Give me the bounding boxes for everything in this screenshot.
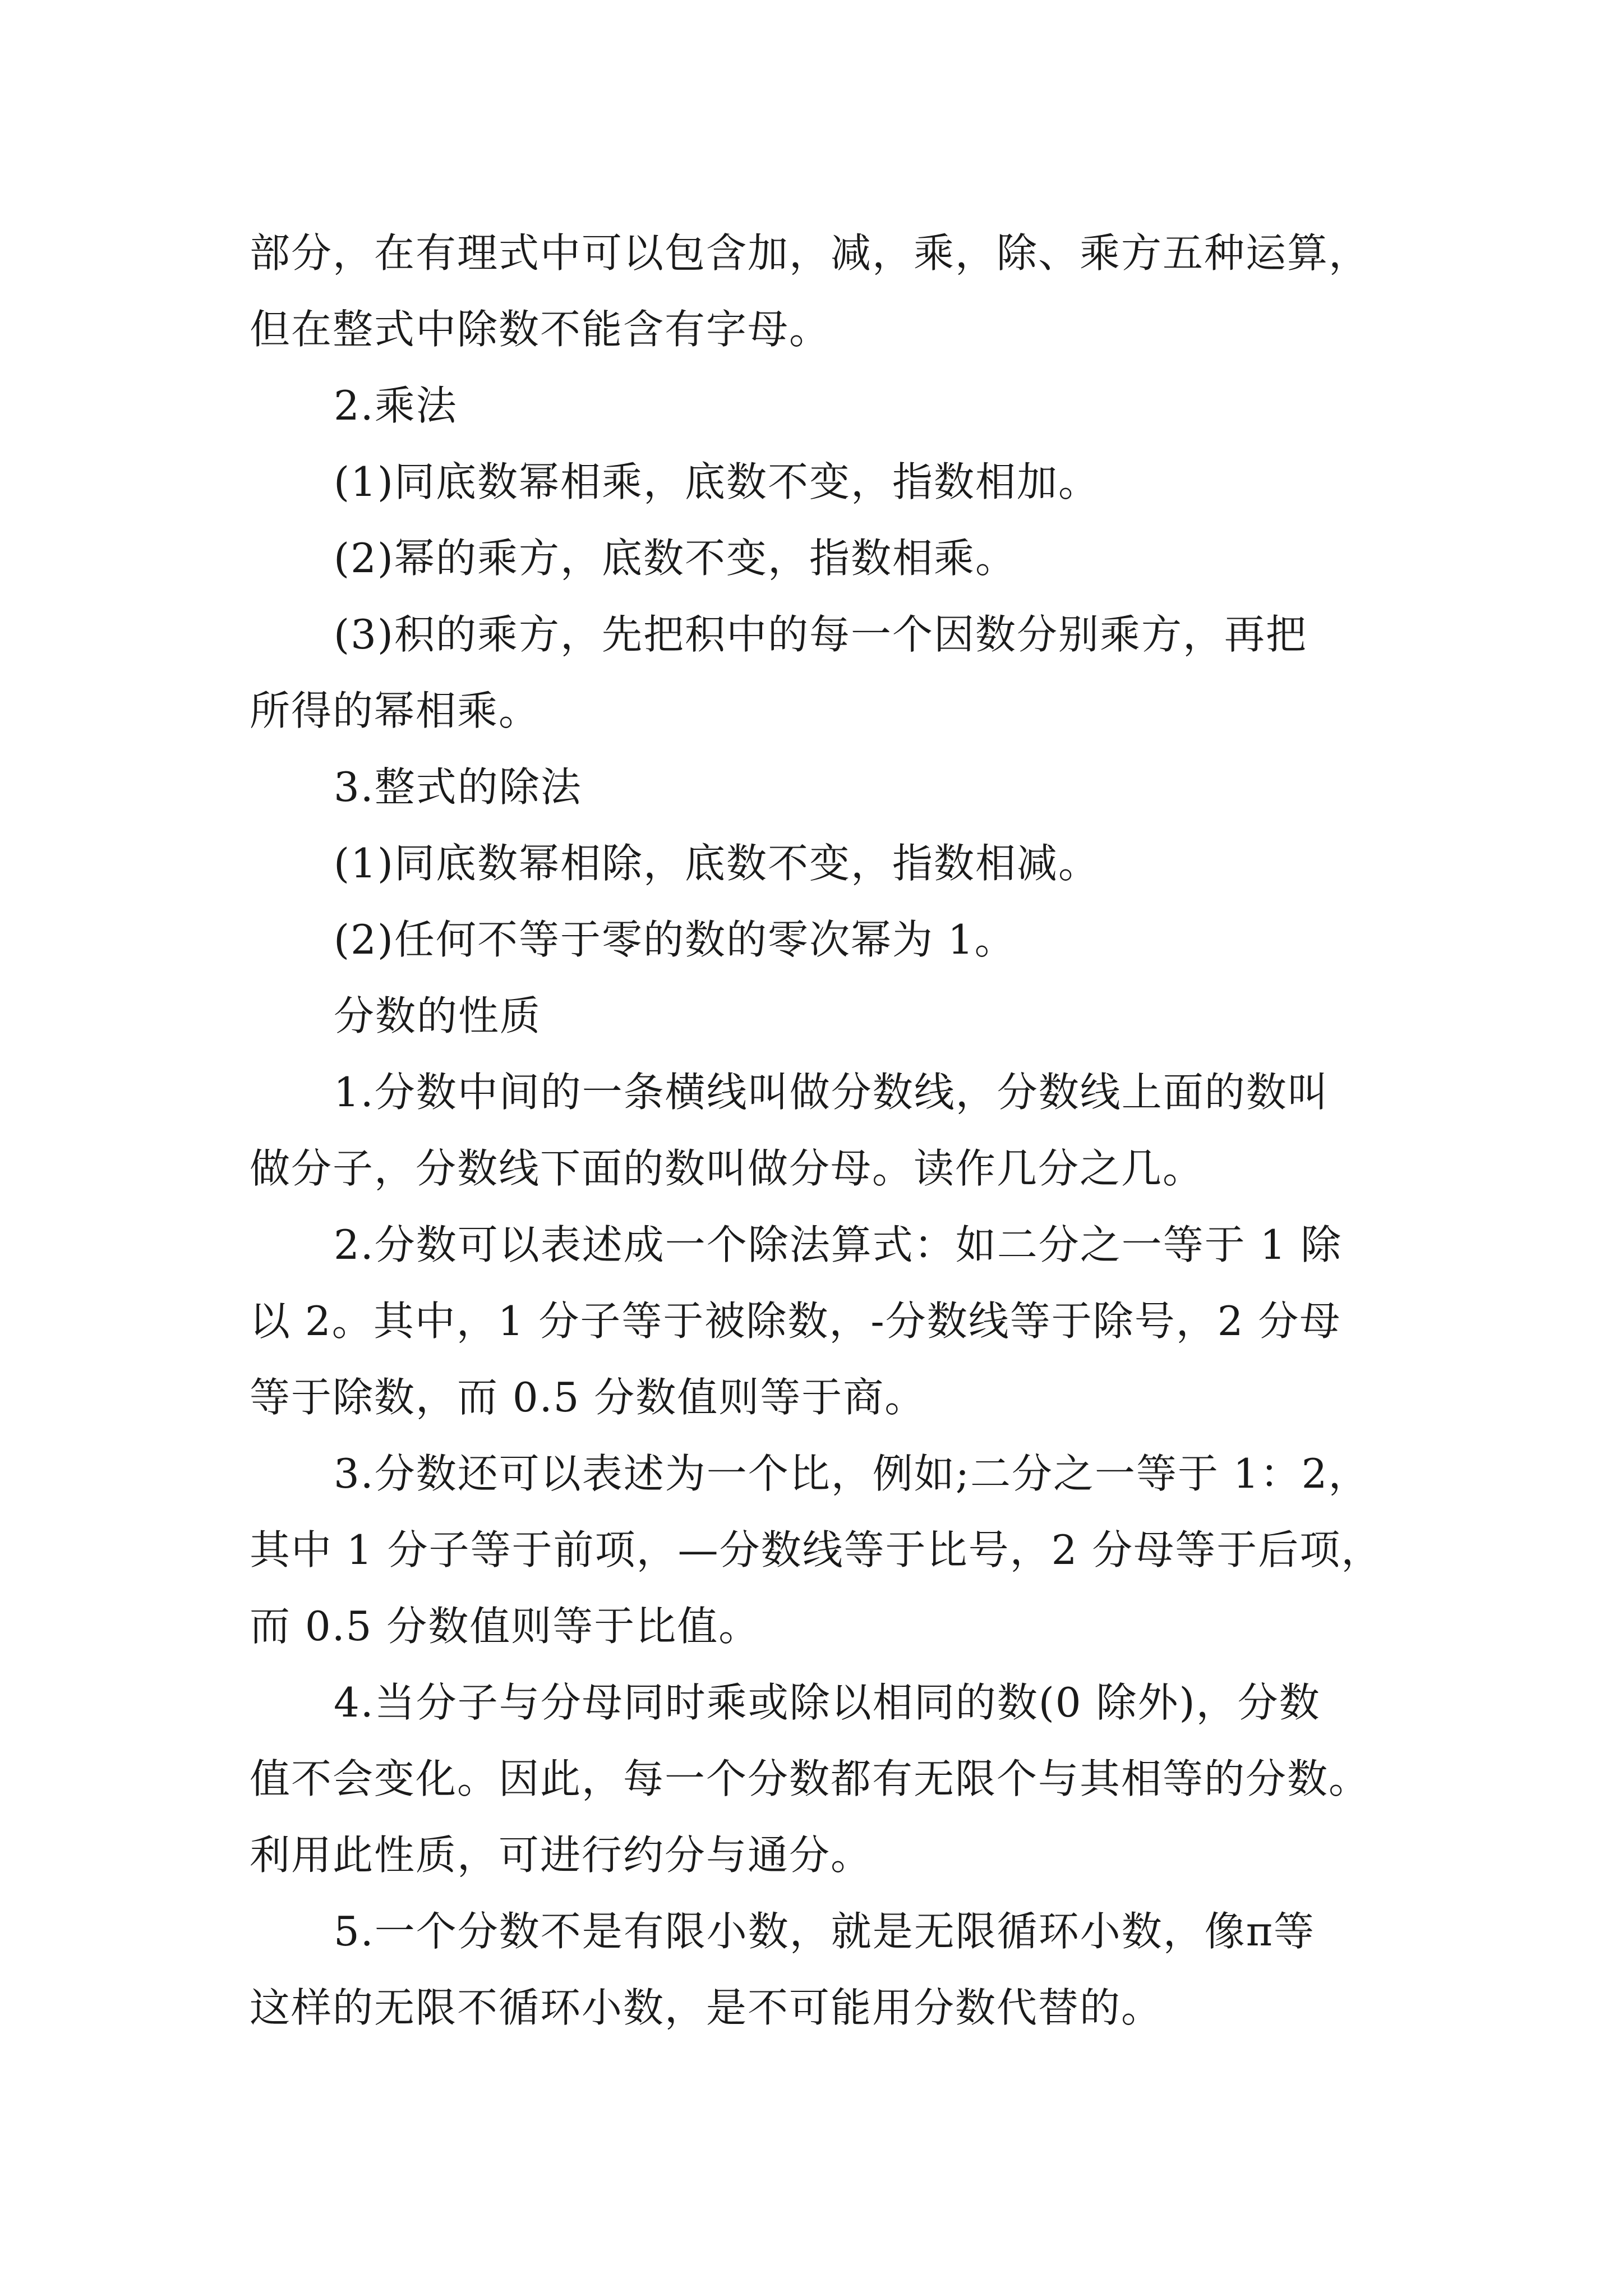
paragraph-line: 4.当分子与分母同时乘或除以相同的数(0 除外)，分数 <box>334 1679 1321 1726</box>
section-heading: 3.整式的除法 <box>334 763 582 811</box>
paragraph-line: 以 2。其中，1 分子等于被除数，-分数线等于除号，2 分母 <box>250 1297 1341 1345</box>
section-heading: 2.乘法 <box>334 382 458 429</box>
paragraph-line: 1.分数中间的一条横线叫做分数线，分数线上面的数叫 <box>334 1069 1329 1116</box>
paragraph-line: 等于除数，而 0.5 分数值则等于商。 <box>250 1374 926 1421</box>
paragraph-line: 利用此性质，可进行约分与通分。 <box>250 1832 873 1879</box>
paragraph-line: 值不会变化。因此，每一个分数都有无限个与其相等的分数。 <box>250 1755 1371 1802</box>
paragraph-line: 但在整式中除数不能含有字母。 <box>250 306 831 353</box>
paragraph-line: 5.一个分数不是有限小数，就是无限循环小数，像π等 <box>334 1908 1316 1955</box>
paragraph-line: 这样的无限不循环小数，是不可能用分数代替的。 <box>250 1984 1163 2031</box>
paragraph-line: 3.分数还可以表述为一个比，例如;二分之一等于 1：2， <box>334 1450 1370 1497</box>
paragraph-line: 做分子，分数线下面的数叫做分母。读作几分之几。 <box>250 1145 1205 1192</box>
paragraph-line: 而 0.5 分数值则等于比值。 <box>250 1603 760 1650</box>
paragraph-line: 部分，在有理式中可以包含加，减，乘，除、乘方五种运算， <box>250 229 1371 277</box>
paragraph-line: 其中 1 分子等于前项，—分数线等于比号，2 分母等于后项， <box>250 1526 1383 1573</box>
section-heading: 分数的性质 <box>334 992 542 1039</box>
rule-item: (2)任何不等于零的数的零次幂为 1。 <box>334 916 1016 963</box>
rule-item: (3)积的乘方，先把积中的每一个因数分别乘方，再把 <box>334 611 1307 658</box>
rule-item: (1)同底数幂相乘，底数不变，指数相加。 <box>334 458 1100 505</box>
paragraph-line: 所得的幂相乘。 <box>250 687 541 734</box>
paragraph-line: 2.分数可以表述成一个除法算式：如二分之一等于 1 除 <box>334 1221 1343 1268</box>
rule-item: (1)同底数幂相除，底数不变，指数相减。 <box>334 840 1100 887</box>
rule-item: (2)幂的乘方，底数不变，指数相乘。 <box>334 535 1017 582</box>
document-page <box>250 215 1383 2046</box>
